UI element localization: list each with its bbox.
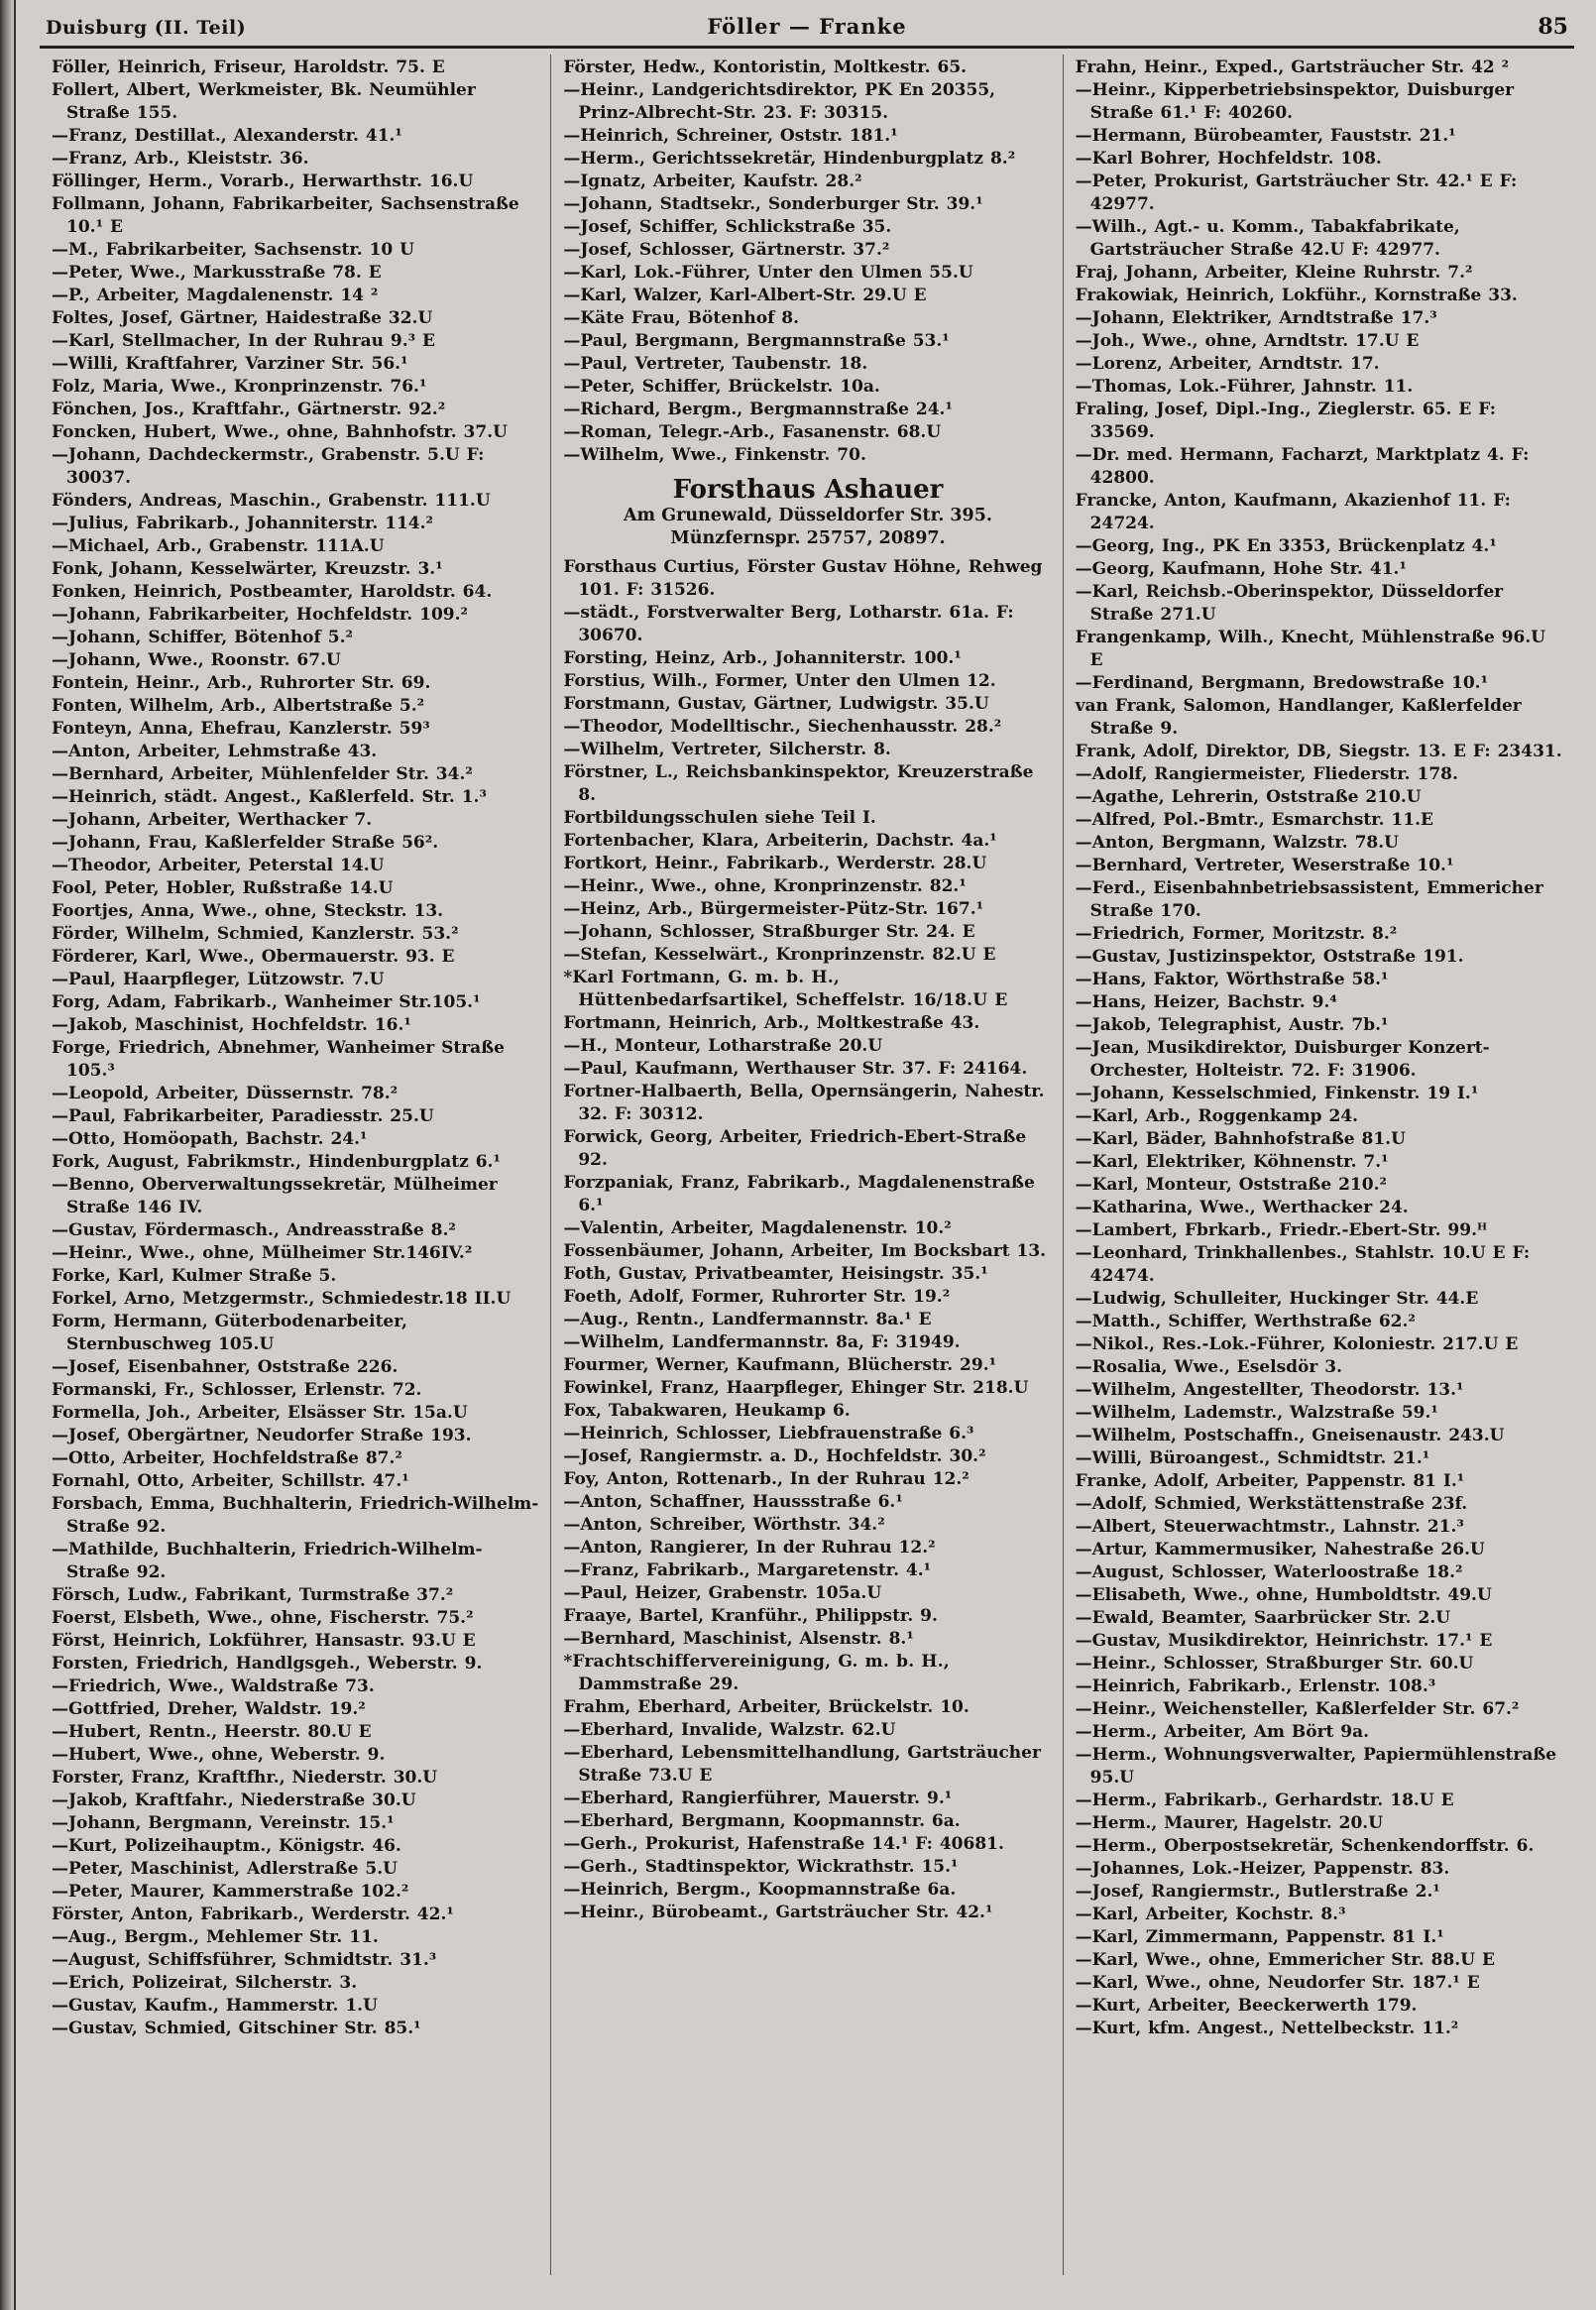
directory-entry: Frahm, Eberhard, Arbeiter, Brückelstr. 10.	[563, 1697, 969, 1717]
directory-entry: —Karl, Arbeiter, Kochstr. 8.³	[1075, 1905, 1346, 1924]
directory-entry: —Heinrich, Bergm., Koopmannstraße 6a.	[563, 1880, 957, 1900]
directory-entry: Förder, Wilhelm, Schmied, Kanzlerstr. 53.²	[52, 924, 459, 944]
directory-entry: —Franz, Destillat., Alexanderstr. 41.¹	[52, 126, 402, 146]
directory-entry: Forsbach, Emma, Buchhalterin, Friedrich-Wilhelm-Straße 92.	[52, 1494, 539, 1537]
directory-entry: —Johann, Wwe., Roonstr. 67.U	[52, 650, 341, 670]
directory-entry: Forwick, Georg, Arbeiter, Friedrich-Ebert-Straße 92.	[563, 1127, 1027, 1170]
directory-entry: —Kurt, Polizeihauptm., Königstr. 46.	[52, 1836, 401, 1856]
directory-entry: —Erich, Polizeirat, Silcherstr. 3.	[52, 1973, 358, 1993]
directory-entry: —Johann, Arbeiter, Werthacker 7.	[52, 810, 373, 830]
directory-entry: —Karl, Bäder, Bahnhofstraße 81.U	[1075, 1129, 1406, 1149]
directory-entry: —Johann, Fabrikarbeiter, Hochfeldstr. 109.²	[52, 605, 468, 625]
directory-entry: —Josef, Schlosser, Gärtnerstr. 37.²	[563, 240, 890, 260]
directory-entry: —Herm., Gerichtssekretär, Hindenburgplatz 8.²	[563, 149, 1016, 169]
directory-entry: —Wilhelm, Landfermannstr. 8a, F: 31949.	[563, 1332, 961, 1352]
directory-entry: —Alfred, Pol.-Bmtr., Esmarchstr. 11.E	[1075, 810, 1433, 830]
directory-entry: Föllinger, Herm., Vorarb., Herwarthstr. 16.U	[52, 172, 474, 191]
directory-entry: Forsthaus Curtius, Förster Gustav Höhne, Rehweg 101. F: 31526.	[563, 557, 1043, 600]
directory-entry: —Karl, Stellmacher, In der Ruhrau 9.³ E	[52, 331, 435, 351]
directory-entry: —Rosalia, Wwe., Eselsdör 3.	[1075, 1357, 1342, 1377]
directory-entry: Foth, Gustav, Privatbeamter, Heisingstr. 35.¹	[563, 1264, 988, 1284]
directory-entry: Fowinkel, Franz, Haarpfleger, Ehinger Str. 218.U	[563, 1378, 1029, 1398]
directory-entry: Frangenkamp, Wilh., Knecht, Mühlenstraße 96.U E	[1075, 628, 1546, 670]
directory-entry: —Wilhelm, Wwe., Finkenstr. 70.	[563, 445, 866, 465]
directory-entry: —Willi, Büroangest., Schmidtstr. 21.¹	[1075, 1448, 1430, 1468]
directory-entry: —Gustav, Justizinspektor, Oststraße 191.	[1075, 947, 1464, 967]
directory-entry: —Matth., Schiffer, Werthstraße 62.²	[1075, 1312, 1416, 1331]
directory-entry: —Benno, Oberverwaltungssekretär, Mülheimer Straße 146 IV.	[52, 1175, 498, 1217]
directory-entry: —Paul, Heizer, Grabenstr. 105a.U	[563, 1583, 882, 1603]
directory-entry: Fool, Peter, Hobler, Rußstraße 14.U	[52, 878, 394, 898]
directory-entry: Fortenbacher, Klara, Arbeiterin, Dachstr. 4a.¹	[563, 831, 997, 851]
directory-entry: —Karl Bohrer, Hochfeldstr. 108.	[1075, 149, 1382, 169]
directory-entry: —städt., Forstverwalter Berg, Lotharstr. 61a. F: 30670.	[563, 603, 1014, 645]
directory-entry: —Ferdinand, Bergmann, Bredowstraße 10.¹	[1075, 673, 1489, 693]
directory-entry: —Karl, Wwe., ohne, Neudorfer Str. 187.¹ E	[1075, 1973, 1480, 1993]
section-heading-title: Forsthaus Ashauer	[672, 475, 944, 505]
directory-entry: —Peter, Wwe., Markusstraße 78. E	[52, 263, 382, 283]
directory-entry: Forzpaniak, Franz, Fabrikarb., Magdalenenstraße 6.¹	[563, 1173, 1035, 1215]
directory-entry: —Herm., Wohnungsverwalter, Papiermühlenstraße 95.U	[1075, 1745, 1557, 1788]
directory-entry: Foy, Anton, Rottenarb., In der Ruhrau 12.²	[563, 1469, 969, 1489]
page-header	[40, 10, 1574, 46]
directory-entry: —Josef, Rangiermstr., Butlerstraße 2.¹	[1075, 1882, 1440, 1902]
directory-entry: Foeth, Adolf, Former, Ruhrorter Str. 19.²	[563, 1287, 951, 1307]
directory-entry: Form, Hermann, Güterbodenarbeiter, Sternbuschweg 105.U	[52, 1312, 407, 1354]
directory-entry: —Gustav, Fördermasch., Andreasstraße 8.²	[52, 1220, 456, 1240]
directory-entry: —Karl, Wwe., ohne, Emmericher Str. 88.U E	[1075, 1950, 1495, 1970]
directory-entry: —Eberhard, Invalide, Walzstr. 62.U	[563, 1720, 896, 1740]
directory-entry: —Heinr., Wwe., ohne, Kronprinzenstr. 82.¹	[563, 876, 967, 896]
directory-entry: —Karl, Zimmermann, Pappenstr. 81 I.¹	[1075, 1927, 1444, 1947]
directory-entry: —Julius, Fabrikarb., Johanniterstr. 114.²	[52, 514, 434, 533]
directory-entry: —Michael, Arb., Grabenstr. 111A.U	[52, 536, 385, 556]
directory-column-2	[551, 55, 1062, 2275]
directory-entry: Francke, Anton, Kaufmann, Akazienhof 11. F: 24724.	[1075, 491, 1511, 533]
directory-entry: —Johann, Bergmann, Vereinstr. 15.¹	[52, 1813, 395, 1833]
directory-entry: —Heinr., Wwe., ohne, Mülheimer Str.146IV.²	[52, 1243, 473, 1263]
directory-entry: Fortkort, Heinr., Fabrikarb., Werderstr. 28.U	[563, 854, 987, 873]
directory-entry: —Otto, Arbeiter, Hochfeldstraße 87.²	[52, 1448, 402, 1468]
directory-entry: —Heinrich, Schlosser, Liebfrauenstraße 6.³	[563, 1424, 974, 1444]
directory-entry: —Aug., Bergm., Mehlemer Str. 11.	[52, 1927, 379, 1947]
directory-entry: Forsten, Friedrich, Handlgsgeh., Weberstr. 9.	[52, 1654, 483, 1674]
directory-entry: —Johann, Schlosser, Straßburger Str. 24. E	[563, 922, 975, 942]
directory-entry: van Frank, Salomon, Handlanger, Kaßlerfelder Straße 9.	[1075, 696, 1522, 739]
directory-entry: Fraling, Josef, Dipl.-Ing., Zieglerstr. 65. E F: 33569.	[1075, 400, 1496, 442]
directory-entry: —Wilhelm, Vertreter, Silcherstr. 8.	[563, 740, 891, 759]
directory-entry: —Georg, Kaufmann, Hohe Str. 41.¹	[1075, 559, 1407, 579]
directory-entry: —Karl, Walzer, Karl-Albert-Str. 29.U E	[563, 286, 927, 305]
directory-entry: —Bernhard, Arbeiter, Mühlenfelder Str. 34.²	[52, 764, 473, 784]
directory-entry: —Anton, Schaffner, Haussstraße 6.¹	[563, 1492, 903, 1512]
directory-entry: —Peter, Prokurist, Gartsträucher Str. 42.¹ E F: 42977.	[1075, 172, 1518, 214]
directory-entry: —Adolf, Rangiermeister, Fliederstr. 178.	[1075, 764, 1458, 784]
directory-entry: Fonken, Heinrich, Postbeamter, Haroldstr. 64.	[52, 582, 493, 602]
directory-column-1	[40, 55, 550, 2275]
directory-entry: —Heinr., Weichensteller, Kaßlerfelder Str. 67.²	[1075, 1699, 1520, 1719]
directory-entry: Fossenbäumer, Johann, Arbeiter, Im Bocksbart 13.	[563, 1241, 1047, 1261]
directory-entry: —Ferd., Eisenbahnbetriebsassistent, Emmericher Straße 170.	[1075, 878, 1543, 921]
section-heading-line: Münzfernspr. 25757, 20897.	[670, 528, 946, 548]
directory-entry: —Georg, Ing., PK En 3353, Brückenplatz 4.¹	[1075, 536, 1497, 556]
directory-entry: —Anton, Bergmann, Walzstr. 78.U	[1075, 833, 1399, 853]
directory-entry: —Josef, Rangiermstr. a. D., Hochfeldstr. 30.²	[563, 1446, 986, 1466]
directory-entry: —Paul, Bergmann, Bergmannstraße 53.¹	[563, 331, 950, 351]
directory-entry: Fornahl, Otto, Arbeiter, Schillstr. 47.¹	[52, 1471, 409, 1491]
directory-entry: Foerst, Elsbeth, Wwe., ohne, Fischerstr. 75.²	[52, 1608, 474, 1628]
directory-entry: Förster, Hedw., Kontoristin, Moltkestr. 65.	[563, 58, 968, 77]
directory-entry: —Franz, Fabrikarb., Margaretenstr. 4.¹	[563, 1560, 932, 1580]
page-number: 85	[1538, 14, 1568, 40]
directory-entry: Follert, Albert, Werkmeister, Bk. Neumühler Straße 155.	[52, 80, 476, 123]
directory-entry: Fourmer, Werner, Kaufmann, Blücherstr. 29.¹	[563, 1355, 997, 1375]
directory-entry: —Herm., Fabrikarb., Gerhardstr. 18.U E	[1075, 1790, 1454, 1810]
directory-entry: —Heinr., Bürobeamt., Gartsträucher Str. 42.¹	[563, 1903, 993, 1922]
section-heading-line: Am Grunewald, Düsseldorfer Str. 395.	[623, 506, 993, 525]
directory-entry: —Dr. med. Hermann, Facharzt, Marktplatz 4. F: 42800.	[1075, 445, 1530, 488]
directory-entry: —Herm., Arbeiter, Am Bört 9a.	[1075, 1722, 1370, 1742]
header-name-range: Föller — Franke	[707, 14, 907, 39]
directory-entry: Förderer, Karl, Wwe., Obermauerstr. 93. E	[52, 947, 455, 967]
directory-entry: Forster, Franz, Kraftfhr., Niederstr. 30.U	[52, 1768, 438, 1788]
directory-entry: Fork, August, Fabrikmstr., Hindenburgplatz 6.¹	[52, 1152, 501, 1172]
directory-entry: —Valentin, Arbeiter, Magdalenenstr. 10.²	[563, 1218, 952, 1238]
directory-entry: —Joh., Wwe., ohne, Arndtstr. 17.U E	[1075, 331, 1420, 351]
directory-entry: Foortjes, Anna, Wwe., ohne, Steckstr. 13.	[52, 901, 444, 921]
directory-entry: Fraaye, Bartel, Kranführ., Philippstr. 9.	[563, 1606, 938, 1626]
directory-entry: Föller, Heinrich, Friseur, Haroldstr. 75. E	[52, 58, 445, 77]
directory-entry: —Johann, Kesselschmied, Finkenstr. 19 I.¹	[1075, 1084, 1479, 1103]
directory-entry: Forg, Adam, Fabrikarb., Wanheimer Str.105.¹	[52, 992, 481, 1012]
directory-entry: —Nikol., Res.-Lok.-Führer, Koloniestr. 217.U E	[1075, 1334, 1519, 1354]
directory-entry: —Gustav, Musikdirektor, Heinrichstr. 17.¹ E	[1075, 1631, 1493, 1651]
directory-entry: —Hubert, Rentn., Heerstr. 80.U E	[52, 1722, 372, 1742]
directory-entry: —Wilhelm, Angestellter, Theodorstr. 13.¹	[1075, 1380, 1464, 1400]
directory-entry: —Peter, Maschinist, Adlerstraße 5.U	[52, 1859, 398, 1879]
directory-entry: —Ewald, Beamter, Saarbrücker Str. 2.U	[1075, 1608, 1451, 1628]
directory-entry: —August, Schiffsführer, Schmidtstr. 31.³	[52, 1950, 437, 1970]
directory-entry: —Kurt, kfm. Angest., Nettelbeckstr. 11.²	[1075, 2019, 1459, 2038]
directory-entry: —Friedrich, Wwe., Waldstraße 73.	[52, 1676, 375, 1696]
directory-entry: —Anton, Arbeiter, Lehmstraße 43.	[52, 742, 378, 761]
directory-entry: —Kurt, Arbeiter, Beeckerwerth 179.	[1075, 1996, 1418, 2016]
scan-edge	[0, 0, 16, 2310]
directory-entry: —Aug., Rentn., Landfermannstr. 8a.¹ E	[563, 1310, 932, 1329]
directory-entry: —Heinrich, Schreiner, Oststr. 181.¹	[563, 126, 898, 146]
directory-entry: Foltes, Josef, Gärtner, Haidestraße 32.U	[52, 308, 433, 328]
directory-entry: —Theodor, Modelltischr., Siechenhausstr. 28.²	[563, 717, 1002, 737]
header-rule	[40, 46, 1574, 49]
directory-entry: —Leopold, Arbeiter, Düssernstr. 78.²	[52, 1084, 399, 1103]
directory-entry: —Karl, Elektriker, Köhnenstr. 7.¹	[1075, 1152, 1389, 1172]
directory-entry: —Katharina, Wwe., Werthacker 24.	[1075, 1198, 1409, 1217]
directory-entry: —Johann, Stadtsekr., Sonderburger Str. 39.¹	[563, 194, 983, 214]
directory-entry: Follmann, Johann, Fabrikarbeiter, Sachsenstraße 10.¹ E	[52, 194, 519, 237]
directory-entry: *Karl Fortmann, G. m. b. H., Hüttenbedarfsartikel, Scheffelstr. 16/18.U E	[563, 968, 1008, 1010]
directory-entry: Förster, Anton, Fabrikarb., Werderstr. 42.¹	[52, 1905, 454, 1924]
directory-entry: —Gottfried, Dreher, Waldstr. 19.²	[52, 1699, 366, 1719]
directory-entry: —Agathe, Lehrerin, Oststraße 210.U	[1075, 787, 1422, 807]
directory-entry: Fönders, Andreas, Maschin., Grabenstr. 111.U	[52, 491, 491, 511]
directory-entry: Forge, Friedrich, Abnehmer, Wanheimer Straße 105.³	[52, 1038, 505, 1081]
directory-entry: —Jakob, Kraftfahr., Niederstraße 30.U	[52, 1790, 416, 1810]
directory-entry: Franke, Adolf, Arbeiter, Pappenstr. 81 I.¹	[1075, 1471, 1465, 1491]
directory-entry: —Jakob, Telegraphist, Austr. 7b.¹	[1075, 1015, 1389, 1035]
directory-entry: *Frachtschiffervereinigung, G. m. b. H., Dammstraße 29.	[563, 1652, 950, 1694]
directory-entry: —Heinrich, Fabrikarb., Erlenstr. 108.³	[1075, 1676, 1436, 1696]
directory-entry: —Paul, Fabrikarbeiter, Paradiesstr. 25.U	[52, 1106, 434, 1126]
directory-entry: Formella, Joh., Arbeiter, Elsässer Str. 15a.U	[52, 1403, 468, 1423]
directory-entry: —Lambert, Fbrkarb., Friedr.-Ebert-Str. 99.ᴴ	[1075, 1220, 1488, 1240]
directory-entry: —Hubert, Wwe., ohne, Weberstr. 9.	[52, 1745, 386, 1765]
directory-entry: Fonteyn, Anna, Ehefrau, Kanzlerstr. 59³	[52, 719, 430, 739]
directory-entry: Fontein, Heinr., Arb., Ruhrorter Str. 69.	[52, 673, 431, 693]
directory-entry: Fönchen, Jos., Kraftfahr., Gärtnerstr. 92.²	[52, 400, 446, 419]
directory-entry: —Wilhelm, Postschaffn., Gneisenaustr. 243.U	[1075, 1426, 1505, 1445]
directory-entry: Formanski, Fr., Schlosser, Erlenstr. 72.	[52, 1380, 422, 1400]
directory-entry: —Hans, Faktor, Wörthstraße 58.¹	[1075, 970, 1389, 989]
directory-columns	[40, 55, 1574, 2275]
directory-entry: —Bernhard, Vertreter, Weserstraße 10.¹	[1075, 856, 1454, 875]
directory-entry: —Johann, Dachdeckermstr., Grabenstr. 5.U F: 30037.	[52, 445, 485, 488]
directory-column-3	[1064, 55, 1574, 2275]
directory-entry: —Paul, Haarpfleger, Lützowstr. 7.U	[52, 970, 385, 989]
directory-entry: —Mathilde, Buchhalterin, Friedrich-Wilhelm-Straße 92.	[52, 1540, 483, 1582]
directory-entry: Forsting, Heinz, Arb., Johanniterstr. 100.¹	[563, 648, 962, 668]
directory-entry: —Bernhard, Maschinist, Alsenstr. 8.¹	[563, 1629, 914, 1649]
directory-entry: —Heinz, Arb., Bürgermeister-Pütz-Str. 167.¹	[563, 899, 984, 919]
directory-entry: Frank, Adolf, Direktor, DB, Siegstr. 13. E F: 23431.	[1075, 742, 1562, 761]
directory-entry: Fortbildungsschulen siehe Teil I.	[563, 808, 876, 828]
directory-entry: —Herm., Oberpostsekretär, Schenkendorffstr. 6.	[1075, 1836, 1535, 1856]
directory-entry: —Karl, Monteur, Oststraße 210.²	[1075, 1175, 1387, 1195]
directory-entry: —Karl, Lok.-Führer, Unter den Ulmen 55.U	[563, 263, 973, 283]
directory-entry: —Ignatz, Arbeiter, Kaufstr. 28.²	[563, 172, 862, 191]
directory-entry: —Eberhard, Rangierführer, Mauerstr. 9.¹	[563, 1789, 953, 1808]
directory-entry: —Karl, Reichsb.-Oberinspektor, Düsseldorfer Straße 271.U	[1075, 582, 1504, 625]
directory-entry: —Heinr., Schlosser, Straßburger Str. 60.U	[1075, 1654, 1474, 1674]
directory-entry: Forke, Karl, Kulmer Straße 5.	[52, 1266, 337, 1286]
directory-entry: —Johann, Frau, Kaßlerfelder Straße 56².	[52, 833, 439, 853]
directory-entry: Först, Heinrich, Lokführer, Hansastr. 93.U E	[52, 1631, 476, 1651]
directory-entry: —Anton, Rangierer, In der Ruhrau 12.²	[563, 1538, 936, 1558]
directory-entry: —Anton, Schreiber, Wörthstr. 34.²	[563, 1515, 885, 1535]
directory-entry: Försch, Ludw., Fabrikant, Turmstraße 37.²	[52, 1585, 454, 1605]
directory-entry: Fonten, Wilhelm, Arb., Albertstraße 5.²	[52, 696, 425, 716]
directory-entry: —Franz, Arb., Kleiststr. 36.	[52, 149, 309, 169]
directory-entry: —Johannes, Lok.-Heizer, Pappenstr. 83.	[1075, 1859, 1450, 1879]
directory-entry: —Eberhard, Lebensmittelhandlung, Gartsträucher Straße 73.U E	[563, 1743, 1041, 1786]
directory-entry: —Otto, Homöopath, Bachstr. 24.¹	[52, 1129, 368, 1149]
directory-entry: —Richard, Bergm., Bergmannstraße 24.¹	[563, 400, 953, 419]
directory-entry: —Elisabeth, Wwe., ohne, Humboldtstr. 49.U	[1075, 1585, 1492, 1605]
directory-entry: —Heinr., Landgerichtsdirektor, PK En 20355, Prinz-Albrecht-Str. 23. F: 30315.	[563, 80, 996, 123]
section-heading	[563, 475, 1052, 550]
directory-entry: Förstner, L., Reichsbankinspektor, Kreuzerstraße 8.	[563, 762, 1034, 805]
directory-entry: —Hans, Heizer, Bachstr. 9.⁴	[1075, 992, 1337, 1012]
directory-entry: Forkel, Arno, Metzgermstr., Schmiedestr.18 II.U	[52, 1289, 512, 1309]
directory-entry: —Paul, Vertreter, Taubenstr. 18.	[563, 354, 868, 374]
directory-entry: Fonk, Johann, Kesselwärter, Kreuzstr. 3.¹	[52, 559, 443, 579]
directory-entry: —Johann, Elektriker, Arndtstraße 17.³	[1075, 308, 1437, 328]
directory-entry: —Roman, Telegr.-Arb., Fasanenstr. 68.U	[563, 422, 942, 442]
header-location: Duisburg (II. Teil)	[46, 17, 247, 39]
directory-entry: —Thomas, Lok.-Führer, Jahnstr. 11.	[1075, 377, 1414, 397]
directory-entry: —Paul, Kaufmann, Werthauser Str. 37. F: 24164.	[563, 1059, 1028, 1079]
directory-entry: —Hermann, Bürobeamter, Fauststr. 21.¹	[1075, 126, 1456, 146]
directory-entry: —Stefan, Kesselwärt., Kronprinzenstr. 82.U E	[563, 945, 996, 965]
directory-entry: —Jean, Musikdirektor, Duisburger Konzert-Orchester, Holteistr. 72. F: 31906.	[1075, 1038, 1490, 1081]
directory-entry: —Willi, Kraftfahrer, Varziner Str. 56.¹	[52, 354, 408, 374]
directory-entry: —Adolf, Schmied, Werkstättenstraße 23f.	[1075, 1494, 1468, 1514]
directory-entry: Fortner-Halbaerth, Bella, Opernsängerin, Nahestr. 32. F: 30312.	[563, 1082, 1045, 1124]
directory-entry: —Karl, Arb., Roggenkamp 24.	[1075, 1106, 1359, 1126]
directory-entry: —Wilh., Agt.- u. Komm., Tabakfabrikate, Gartsträucher Straße 42.U F: 42977.	[1075, 217, 1460, 260]
directory-entry: —M., Fabrikarbeiter, Sachsenstr. 10 U	[52, 240, 414, 260]
directory-entry: —Josef, Schiffer, Schlickstraße 35.	[563, 217, 892, 237]
directory-entry: —Heinr., Kipperbetriebsinspektor, Duisburger Straße 61.¹ F: 40260.	[1075, 80, 1515, 123]
directory-entry: —Albert, Steuerwachtmstr., Lahnstr. 21.³	[1075, 1517, 1464, 1537]
directory-entry: Fraj, Johann, Arbeiter, Kleine Ruhrstr. 7.²	[1075, 263, 1473, 283]
directory-entry: —P., Arbeiter, Magdalenenstr. 14 ²	[52, 286, 379, 305]
directory-entry: Foncken, Hubert, Wwe., ohne, Bahnhofstr. 37.U	[52, 422, 508, 442]
directory-entry: —Eberhard, Bergmann, Koopmannstr. 6a.	[563, 1811, 961, 1831]
directory-entry: —Peter, Schiffer, Brückelstr. 10a.	[563, 377, 880, 397]
directory-entry: —Gustav, Kaufm., Hammerstr. 1.U	[52, 1996, 378, 2016]
directory-entry: Forstmann, Gustav, Gärtner, Ludwigstr. 35.U	[563, 694, 989, 714]
directory-entry: —Friedrich, Former, Moritzstr. 8.²	[1075, 924, 1398, 944]
directory-entry: Folz, Maria, Wwe., Kronprinzenstr. 76.¹	[52, 377, 427, 397]
directory-entry: —Gustav, Schmied, Gitschiner Str. 85.¹	[52, 2019, 421, 2038]
directory-entry: —August, Schlosser, Waterloostraße 18.²	[1075, 1562, 1463, 1582]
directory-entry: Fox, Tabakwaren, Heukamp 6.	[563, 1401, 851, 1421]
directory-entry: —Heinrich, städt. Angest., Kaßlerfeld. Str. 1.³	[52, 787, 487, 807]
directory-entry: —Gerh., Stadtinspektor, Wickrathstr. 15.¹	[563, 1857, 959, 1877]
directory-entry: —Ludwig, Schulleiter, Huckinger Str. 44.E	[1075, 1289, 1479, 1309]
directory-entry: Frakowiak, Heinrich, Lokführ., Kornstraße 33.	[1075, 286, 1518, 305]
directory-entry: —Josef, Eisenbahner, Oststraße 226.	[52, 1357, 399, 1377]
directory-entry: Forstius, Wilh., Former, Unter den Ulmen 12.	[563, 671, 996, 691]
directory-entry: —Käte Frau, Bötenhof 8.	[563, 308, 800, 328]
directory-entry: —Peter, Maurer, Kammerstraße 102.²	[52, 1882, 409, 1902]
directory-entry: —Wilhelm, Lademstr., Walzstraße 59.¹	[1075, 1403, 1438, 1423]
directory-entry: —Gerh., Prokurist, Hafenstraße 14.¹ F: 40681.	[563, 1834, 1004, 1854]
directory-entry: —Johann, Schiffer, Bötenhof 5.²	[52, 628, 353, 647]
directory-entry: Fortmann, Heinrich, Arb., Moltkestraße 43.	[563, 1013, 980, 1033]
directory-entry: —Jakob, Maschinist, Hochfeldstr. 16.¹	[52, 1015, 411, 1035]
directory-entry: —Theodor, Arbeiter, Peterstal 14.U	[52, 856, 385, 875]
directory-entry: —H., Monteur, Lotharstraße 20.U	[563, 1036, 883, 1056]
directory-entry: Frahn, Heinr., Exped., Gartsträucher Str. 42 ²	[1075, 58, 1510, 77]
directory-entry: —Lorenz, Arbeiter, Arndtstr. 17.	[1075, 354, 1380, 374]
directory-entry: —Artur, Kammermusiker, Nahestraße 26.U	[1075, 1540, 1485, 1559]
directory-entry: —Leonhard, Trinkhallenbes., Stahlstr. 10.U E F: 42474.	[1075, 1243, 1531, 1286]
directory-entry: —Herm., Maurer, Hagelstr. 20.U	[1075, 1813, 1384, 1833]
directory-entry: —Josef, Obergärtner, Neudorfer Straße 193.	[52, 1426, 472, 1445]
